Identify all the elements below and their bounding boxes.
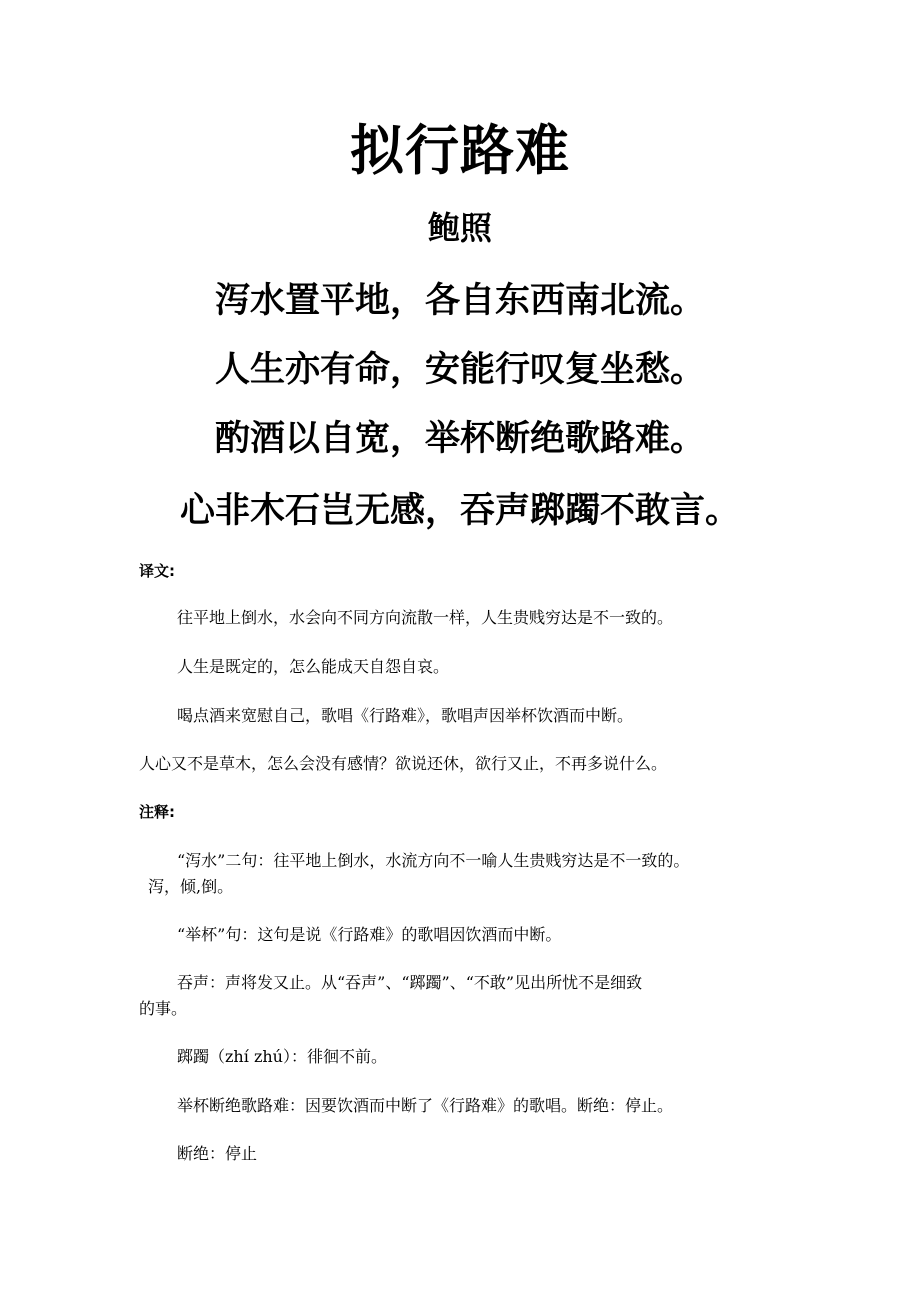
note-item: “泻水”二句：往平地上倒水，水流方向不一喻人生贵贱穷达是不一致的。 [177,851,690,870]
translation-heading: 译文: [139,562,175,580]
translation-paragraph: 喝点酒来宽慰自己，歌唱《行路难》，歌唱声因举杯饮酒而中断。 [177,706,634,725]
note-item: “举杯”句：这句是说《行路难》的歌唱因饮酒而中断。 [177,925,562,944]
notes-heading: 注释: [139,803,175,821]
poem-title: 拟行路难 [350,119,570,182]
note-item: 断绝：停止 [177,1144,258,1163]
poem-line: 泻水置平地，各自东西南北流。 [214,281,705,321]
translation-paragraph: 人生是既定的，怎么能成天自怨自哀。 [177,657,450,676]
note-item-continuation: 泻，倾,倒。 [148,877,234,896]
note-item: 举杯断绝歌路难：因要饮酒而中断了《行路难》的歌唱。断绝：停止。 [177,1096,674,1115]
translation-paragraph: 往平地上倒水，水会向不同方向流散一样，人生贵贱穷达是不一致的。 [177,608,674,627]
translation-paragraph: 人心又不是草木，怎么会没有感情？欲说还休，欲行又止，不再多说什么。 [139,754,668,773]
note-item-continuation: 的事。 [139,999,188,1018]
note-item: 吞声：声将发又止。从“吞声”、“踯躅”、“不敢”见出所忧不是细致 [177,973,643,992]
note-item: 踯躅（zhí zhú）：徘徊不前。 [177,1047,387,1066]
poem-author: 鲍照 [427,209,492,247]
poem-line: 心非木石岂无感，吞声踯躅不敢言。 [179,491,740,531]
poem-line: 人生亦有命，安能行叹复坐愁。 [214,350,705,390]
poem-line: 酌酒以自宽，举杯断绝歌路难。 [214,419,705,459]
